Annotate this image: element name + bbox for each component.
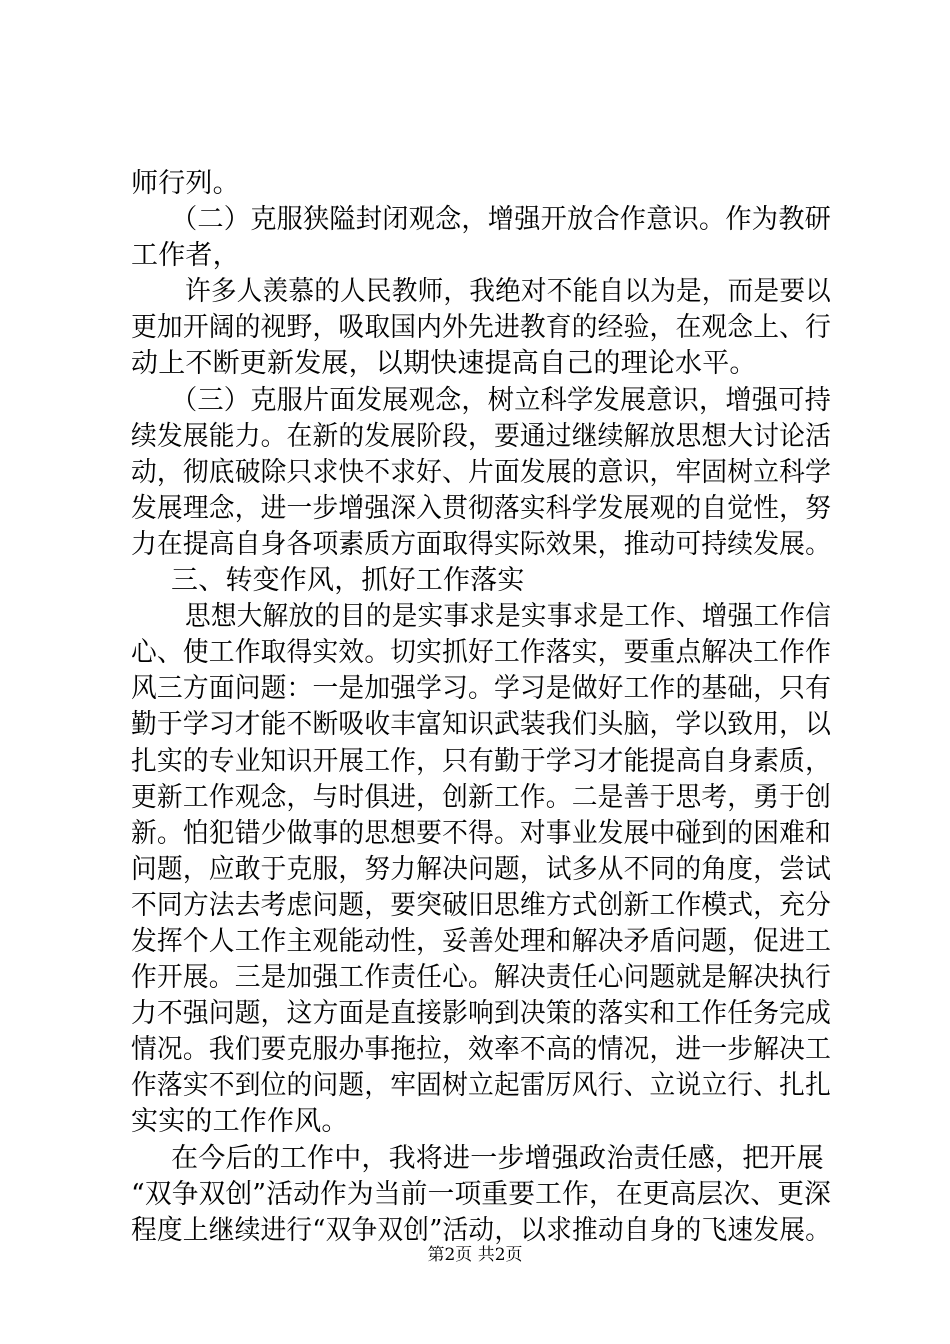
text-line: 更新工作观念，与时俱进，创新工作。二是善于思考，勇于创 (131, 781, 831, 813)
text-line: 发展理念，进一步增强深入贯彻落实科学发展观的自觉性，努 (131, 492, 831, 524)
text-line: 问题，应敢于克服，努力解决问题，试多从不同的角度，尝试 (131, 853, 831, 885)
text-line: 力不强问题，这方面是直接影响到决策的落实和工作任务完成 (131, 998, 831, 1030)
text-line: 许多人羡慕的人民教师，我绝对不能自以为是，而是要以 (185, 276, 831, 308)
text-line: 续发展能力。在新的发展阶段，要通过继续解放思想大讨论活 (131, 420, 831, 452)
text-line: 实实的工作作风。 (131, 1106, 349, 1138)
text-line: 情况。我们要克服办事拖拉，效率不高的情况，进一步解决工 (131, 1034, 831, 1066)
text-line: 勤于学习才能不断吸收丰富知识武装我们头脑，学以致用，以 (131, 709, 831, 741)
text-line: 师行列。 (131, 168, 240, 199)
text-line: 更加开阔的视野，吸取国内外先进教育的经验，在观念上、行 (131, 312, 831, 344)
text-line: 工作者， (131, 240, 240, 272)
page-number-footer: 第2页 共2页 (427, 1245, 523, 1265)
text-line: 动上不断更新发展，以期快速提高自己的理论水平。 (131, 348, 757, 380)
text-line: “双争双创”活动作为当前一项重要工作，在更高层次、更深 (131, 1178, 831, 1210)
text-line: 扎实的专业知识开展工作，只有勤于学习才能提高自身素质， (131, 745, 831, 777)
text-line: 作落实不到位的问题，牢固树立起雷厉风行、立说立行、扎扎 (131, 1070, 831, 1102)
text-line: （二）克服狭隘封闭观念，增强开放合作意识。作为教研 (171, 204, 831, 236)
text-line: 在今后的工作中，我将进一步增强政治责任感，把开展 (171, 1142, 824, 1174)
document-body (131, 166, 831, 1249)
text-line: （三）克服片面发展观念，树立科学发展意识，增强可持 (171, 384, 831, 416)
text-line: 动，彻底破除只求快不求好、片面发展的意识，牢固树立科学 (131, 456, 831, 488)
text-line: 不同方法去考虑问题，要突破旧思维方式创新工作模式，充分 (131, 889, 831, 921)
text-line: 力在提高自身各项素质方面取得实际效果，推动可持续发展。 (131, 528, 831, 560)
text-line: 新。怕犯错少做事的思想要不得。对事业发展中碰到的困难和 (131, 817, 831, 849)
text-line: 作开展。三是加强工作责任心。解决责任心问题就是解决执行 (131, 962, 831, 994)
text-line: 思想大解放的目的是实事求是实事求是工作、增强工作信 (185, 601, 831, 633)
text-line: 程度上继续进行“双争双创”活动，以求推动自身的飞速发展。 (131, 1214, 831, 1246)
text-line: 三、转变作风，抓好工作落实 (171, 565, 525, 597)
text-line: 发挥个人工作主观能动性，妥善处理和解决矛盾问题，促进工 (131, 925, 831, 957)
text-line: 风三方面问题：一是加强学习。学习是做好工作的基础，只有 (131, 673, 831, 705)
text-line: 心、使工作取得实效。切实抓好工作落实，要重点解决工作作 (131, 637, 831, 669)
